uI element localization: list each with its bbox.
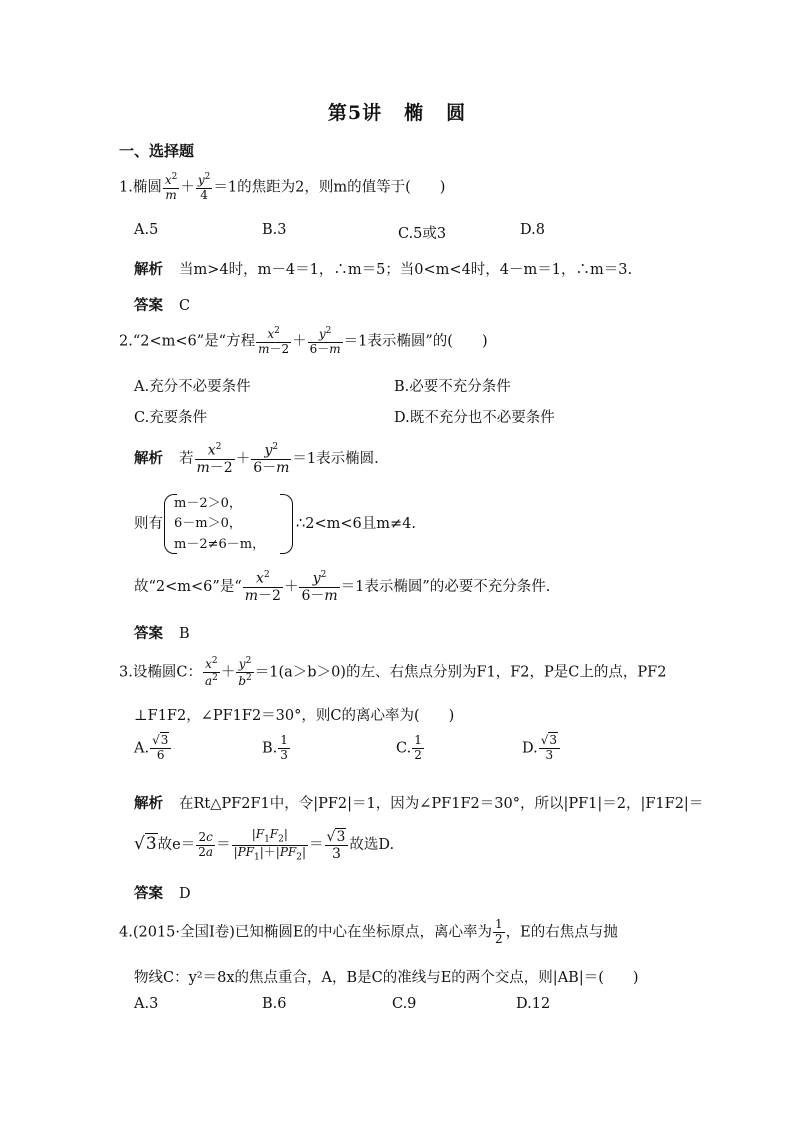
option-d: D.8 (520, 222, 545, 238)
question-number: 2. (119, 333, 133, 350)
question-3-stem-line-2: ⊥F1F2，∠PF1F2＝30°，则C的离心率为( ) (134, 708, 455, 724)
option-b: B.6 (262, 996, 287, 1012)
fraction-y2-4: $\frac{y^2}{4}$ (197, 172, 211, 202)
option-a: A.充分不必要条件 (134, 379, 251, 395)
fraction-x2-m-2: $\frac{x^2}{m-2}$ (244, 570, 281, 604)
option-d: D.既不充分也不必要条件 (394, 410, 555, 426)
title-lesson: 第5讲 (327, 102, 383, 124)
fraction-y2-6-m: $\frac{y^2}{6-m}$ (253, 442, 290, 476)
question-1-stem: 1.椭圆 $\frac{x^2}{m}$ ＋ $\frac{y^2}{4}$ ＝1的焦距为2，则m的值等于( ) (119, 172, 446, 202)
fraction-1-2: $\frac{1}{2}$ (494, 917, 503, 946)
question-4-stem-line-2: 物线C：y²＝8x的焦点重合，A，B是C的准线与E的两个交点，则|AB|＝( ) (134, 970, 639, 986)
analysis-text: 若 (179, 450, 194, 467)
option-label: B. (262, 740, 278, 757)
radicand: 3 (160, 733, 169, 747)
question-number: 3. (119, 664, 133, 681)
fraction-sqrt3-3: $\frac{√3}{3}$ (539, 734, 560, 763)
option-c: C.9 (392, 996, 417, 1012)
stem-text: “2<m<6”是“方程 (132, 333, 256, 350)
page-title (0, 98, 794, 125)
fraction-y2-6-m: $\frac{y^2}{6-m}$ (309, 326, 341, 356)
option-a: A.5 (134, 222, 159, 238)
question-3-stem: 3.设椭圆C： $\frac{x^2}{a^2}$ ＋ $\frac{y^2}{b^2}$ ＝1(a＞b＞0)的左、右焦点分别为F1，F2，P是C上的点，PF2 (119, 656, 667, 688)
denominator: 3 (280, 747, 288, 762)
fraction-sqrt3-6: $\frac{√3}{6}$ (150, 734, 171, 763)
fraction-x2-m-2: $\frac{x^2}{m-2}$ (196, 442, 233, 476)
fraction-sqrt3-3: $\frac{√3}{3}$ (325, 829, 349, 862)
stem-text: ＝1表示椭圆”的( ) (343, 333, 488, 350)
fraction-f1f2-pf1-pf2: $\frac{|F_1F_2|}{|PF_1|+|PF_2|}$ (233, 827, 307, 863)
analysis-label: 解析 (134, 261, 163, 278)
conclusion-text: 故“2<m<6”是“ (134, 578, 242, 595)
system-result: ∴2<m<6且m≠4. (296, 516, 416, 532)
fraction-y2-b2: $\frac{y^2}{b^2}$ (238, 656, 252, 688)
stem-text: ＝1的焦距为2，则m的值等于( ) (213, 179, 446, 196)
denominator: 3 (545, 747, 554, 762)
analysis-text: 故e＝ (157, 837, 196, 854)
conclusion-text: ＝1表示椭圆”的必要不充分条件. (340, 578, 551, 595)
option-label: A. (134, 740, 150, 757)
analysis-text: 在Rt△PF2F1中，令|PF2|＝1，因为∠PF1F2＝30°，所以|PF1|＝2，|F1F2|＝ (179, 796, 704, 812)
answer-label: 答案 (134, 885, 163, 902)
analysis-text: 当m>4时，m－4＝1，∴m＝5；当0<m<4时，4－m＝1，∴m＝3. (179, 262, 633, 278)
option-label: C. (396, 740, 412, 757)
fraction-x2-a2: $\frac{x^2}{a^2}$ (204, 656, 218, 688)
stem-text: (2015·全国Ⅰ卷)已知椭圆E的中心在坐标原点，离心率为 (132, 924, 492, 941)
fraction-y2-6-m: $\frac{y^2}{6-m}$ (301, 570, 338, 604)
radicand: 3 (549, 733, 558, 747)
answer-1 (134, 294, 190, 315)
analysis-3-line-2: √3故e＝ $\frac{2c}{2a}$ ＝ $\frac{|F_1F_2|}{|PF_1|+|PF_2|}$ ＝ $\frac{√3}{3}$ 故选D. (134, 827, 395, 863)
analysis-3 (134, 792, 703, 813)
option-label: D. (522, 740, 538, 757)
then-have-label: 则有 (134, 516, 163, 532)
fraction-x2-m: $\frac{x^2}{m}$ (164, 172, 178, 202)
option-d (522, 734, 561, 763)
option-c (396, 734, 425, 763)
title-word-2: 圆 (446, 102, 467, 124)
option-b (262, 734, 291, 763)
answer-3 (134, 882, 191, 903)
fraction-1-3 (278, 734, 290, 763)
fraction-1-2 (412, 734, 424, 763)
stem-text: 设椭圆C： (132, 664, 202, 681)
answer-label: 答案 (134, 625, 163, 642)
denominator: 6 (156, 747, 165, 762)
question-number: 1. (119, 179, 133, 196)
answer-value: C (179, 298, 191, 314)
analysis-text: 故选D. (349, 837, 395, 854)
analysis-label: 解析 (134, 795, 163, 812)
analysis-1 (134, 258, 632, 279)
conclusion-2: 故“2<m<6”是“ $\frac{x^2}{m-2}$ ＋ $\frac{y^2}{6-m}$ ＝1表示椭圆”的必要不充分条件. (134, 570, 551, 604)
option-c: C.充要条件 (134, 410, 208, 426)
option-b: B.3 (262, 222, 287, 238)
stem-text: 椭圆 (132, 179, 162, 196)
question-4-stem (119, 918, 618, 947)
right-brace (280, 494, 293, 554)
analysis-2: 解析 若 $\frac{x^2}{m-2}$ ＋ $\frac{y^2}{6-m}$ ＝1表示椭圆. (134, 442, 379, 476)
question-2-stem: 2.“2<m<6”是“方程 $\frac{x^2}{m-2}$ ＋ $\frac{y^2}{6-m}$ ＝1表示椭圆”的( ) (119, 326, 488, 356)
question-number: 4. (119, 924, 133, 941)
fraction-x2-m-2: $\frac{x^2}{m-2}$ (258, 326, 290, 356)
denominator: 2 (414, 747, 422, 762)
option-c: C.5或3 (398, 226, 447, 242)
option-a: A.3 (134, 996, 159, 1012)
answer-value: D (179, 886, 191, 902)
system-line-3: m－2≠6－m， (174, 537, 266, 552)
answer-label: 答案 (134, 297, 163, 314)
stem-text: ＝1(a＞b＞0)的左、右焦点分别为F1，F2，P是C上的点，PF2 (254, 664, 667, 681)
answer-value: B (179, 626, 190, 642)
stem-text: ，E的右焦点与抛 (505, 924, 618, 941)
numerator: 1 (414, 733, 422, 747)
title-word-1: 椭 (404, 102, 425, 124)
analysis-text: ＝1表示椭圆. (292, 450, 379, 467)
option-d: D.12 (516, 996, 551, 1012)
sqrt-3: √3 (134, 834, 157, 855)
option-b: B.必要不充分条件 (394, 379, 511, 395)
fraction-2c-2a: $\frac{2c}{2a}$ (198, 829, 214, 859)
answer-2 (134, 622, 190, 643)
option-a (134, 734, 172, 763)
system-line-1: m－2＞0， (174, 496, 242, 511)
analysis-label: 解析 (134, 449, 163, 467)
system-line-2: 6－m＞0， (174, 516, 242, 531)
section-heading: 一、选择题 (119, 142, 195, 160)
radicand: 3 (145, 834, 157, 855)
numerator: 1 (280, 733, 288, 747)
